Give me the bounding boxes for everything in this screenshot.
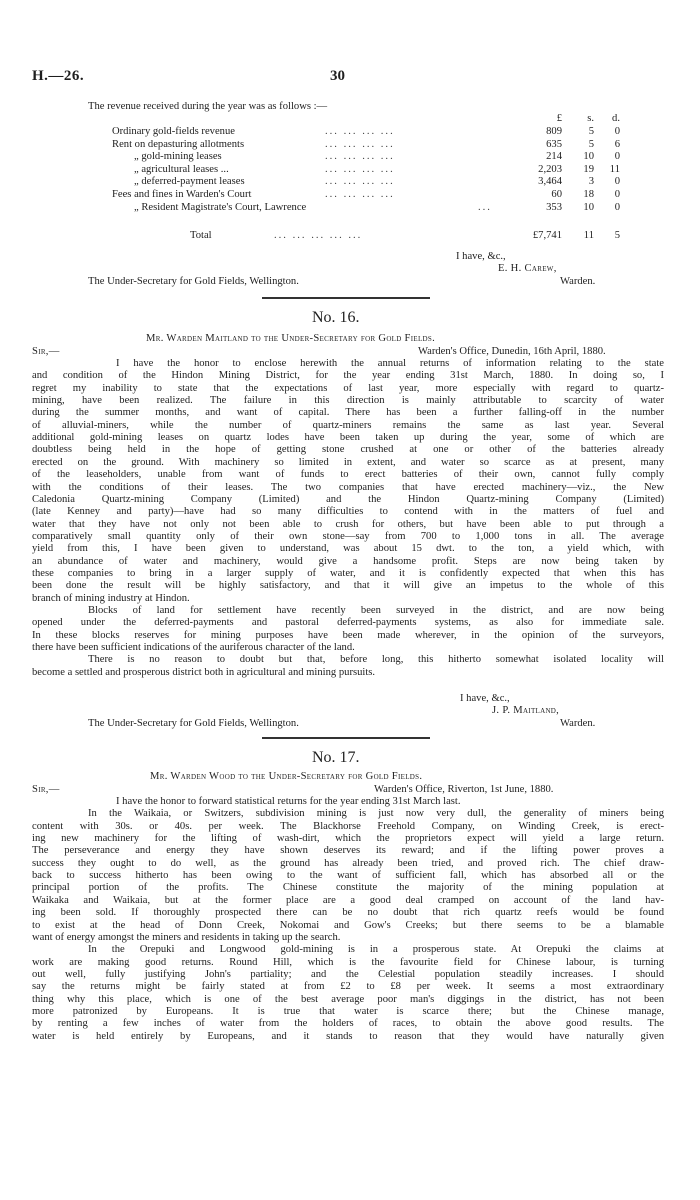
body-line: comparatively small quantity only of their own stone—say from 700 to 1,000 tons in all. The average [32, 530, 664, 542]
body-line: erected on the ground. With machinery so limited in extent, and water so scarce as at present, many [32, 456, 664, 468]
letter15-ihave: I have, &c., [456, 251, 506, 262]
total-pounds: £7,741 [532, 230, 562, 241]
revenue-shillings: 10 [583, 151, 594, 163]
body-line: In these blocks reserves for mining purposes have been made wherever, in the opinion of the surveyors, [32, 629, 664, 641]
revenue-row-dots: ... ... ... ... [325, 189, 395, 200]
revenue-pence: 6 [614, 138, 620, 150]
letter16-addressee: The Under-Secretary for Gold Fields, Wellington. [88, 718, 299, 729]
body-line: opened under the deferred-payments and pastoral deferred-payments systems, as also for immediate sale. [32, 617, 664, 629]
section-divider-2 [262, 737, 430, 739]
total-dots: ... ... ... ... ... [274, 230, 363, 241]
body-line: of alluvial-miners, while the number of quartz-miners remains the same as last year. Several [32, 419, 664, 431]
revenue-shillings: 5 [588, 138, 594, 150]
revenue-row-dots: ... ... ... ... [325, 151, 395, 163]
letter16-place-date: Warden's Office, Dunedin, 16th April, 1880. [418, 346, 606, 357]
body-line: Waikaka and Waikaia, but at the former place are a good deal cramped on account of the land hav- [32, 894, 664, 906]
revenue-row [0, 202, 700, 214]
revenue-row-dots: ... ... ... ... [325, 126, 395, 137]
body-line: I have the honor to enclose herewith the annual returns of information relating to the state [116, 358, 664, 369]
revenue-row-label: „ agricultural leases ... [134, 163, 229, 175]
body-line: and condition of the Hindon Mining District, for the year ending 31st March, 1880. In doing so, I [32, 370, 664, 382]
shillings-header: s. [587, 113, 594, 124]
revenue-shillings: 19 [583, 163, 594, 175]
letter17-heading: Mr. Warden Wood to the Under-Secretary for Gold Fields. [150, 771, 423, 782]
body-line: with the conditions of their leases. The two companies that have erected machinery—viz., the New [32, 481, 664, 493]
letter17-place-date: Warden's Office, Riverton, 1st June, 1880. [374, 784, 554, 795]
letter16-salutation: Sir,— [32, 346, 60, 357]
body-line: water that they have not only not been able to crush for others, but have been able to put through a [32, 518, 664, 530]
revenue-row [0, 151, 700, 163]
revenue-column-headers [0, 113, 700, 125]
page-number: 30 [330, 68, 345, 84]
letter15-role: Warden. [560, 276, 596, 287]
body-line: to exist at the head of Donn Creek, Nokomai and Gow's Creeks; but there seems to be a blamable [32, 919, 664, 931]
pence-header: d. [612, 113, 620, 124]
revenue-pence: 0 [614, 151, 620, 163]
revenue-row-dots: ... [478, 201, 492, 213]
body-line: The perseverance and energy they have shown deserves its reward; and if the lifting power proves a [32, 845, 664, 857]
revenue-pounds: 60 [551, 189, 562, 200]
body-line: thing why this place, which is one of the best average poor man's diggings in the district, has not been [32, 993, 664, 1005]
letter16-heading: Mr. Warden Maitland to the Under-Secretary for Gold Fields. [146, 333, 436, 344]
letter16-signer: J. P. Maitland, [492, 705, 560, 716]
revenue-pounds: 353 [546, 201, 562, 213]
pounds-header: £ [556, 113, 562, 124]
body-line: Blocks of land for settlement have recently been surveyed in the district, and are now being [88, 605, 664, 616]
letter15-signer: E. H. Carew, [498, 263, 557, 274]
body-line: (late Kenney and party)—have had so many difficulties to contend with in the matters of fuel and [32, 506, 664, 518]
body-line: work are making good returns. Round Hill, which is the favourite field for Chinese labour, is turning [32, 956, 664, 968]
revenue-shillings: 18 [583, 189, 594, 200]
revenue-pence: 11 [609, 163, 620, 175]
body-line: say the returns might be fairly stated at from £2 to £8 per week. It seems a most extraordinary [32, 981, 664, 993]
total-label: Total [190, 230, 212, 241]
body-line: there have been sufficient indications of the auriferous character of the land. [32, 642, 355, 654]
revenue-total-row [0, 230, 700, 242]
revenue-intro: The revenue received during the year was as follows :— [88, 101, 328, 112]
revenue-pounds: 3,464 [538, 176, 562, 188]
body-line: become a settled and prosperous district both in agricultural and mining pursuits. [32, 666, 376, 678]
letter17-salutation: Sir,— [32, 784, 60, 795]
body-line: In the Orepuki and Longwood gold-mining is in a prosperous state. At Orepuki the claims at [88, 944, 664, 956]
revenue-pounds: 809 [546, 126, 562, 137]
revenue-pounds: 214 [546, 151, 562, 163]
letter16-role: Warden. [560, 718, 596, 729]
body-line: been done the result will be highly satisfactory, and that it will give an impetus to the whole of this [32, 580, 664, 592]
revenue-row-label: Ordinary gold-fields revenue [112, 126, 235, 137]
total-shillings: 11 [583, 230, 594, 241]
revenue-pounds: 635 [546, 138, 562, 150]
total-pence: 5 [614, 230, 620, 241]
revenue-row-dots: ... ... ... ... [325, 138, 395, 150]
body-line: of the leaseholders, unable from want of funds to erect batteries of their own, cannot fully comply [32, 469, 664, 481]
body-line: want of energy amongst the miners and residents in taking up the search. [32, 931, 341, 943]
body-line: back to success hitherto has been owing to the want of sufficient fall, which has absorbed all or the [32, 870, 664, 882]
revenue-row [0, 189, 700, 201]
body-line: out well, fully justifying John's partiality; and the Celestial population steadily increases. I should [32, 968, 664, 980]
body-line: doubtless being held in the hope of getting stone crushed at one or other of the batteries already [32, 444, 664, 456]
body-line: ing been sold. If thoroughly prospected there can be no doubt that rich quartz reefs would be found [32, 907, 664, 919]
letter16-number: No. 16. [312, 309, 360, 326]
body-line: In the Waikaia, or Switzers, subdivision mining is just now very dull, the generality of miners being [88, 808, 664, 820]
body-line: additional gold-mining leases on quartz lodes have been taken up during the year, some of which are [32, 432, 664, 444]
revenue-pence: 0 [614, 201, 620, 213]
revenue-row [0, 126, 700, 138]
body-line: by renting a few inches of water from the holders of races, to obtain the above good results. The [32, 1018, 664, 1030]
body-line: yield from this, I have been given to understand, was about 15 dwt. to the ton, a yield which, with [32, 543, 664, 555]
revenue-row-dots: ... ... ... ... [325, 176, 395, 188]
body-line: There is no reason to doubt but that, before long, this hitherto somewhat isolated locality will [88, 654, 664, 666]
revenue-row [0, 176, 700, 188]
body-line: mining, have been realized. The failure in this direction is mainly attributable to scarcity of water [32, 395, 664, 407]
revenue-row-label: Rent on depasturing allotments [112, 138, 245, 150]
revenue-shillings: 5 [588, 126, 594, 137]
body-line: during the summer months, and want of capital. There has been a further falling-off in the number [32, 407, 664, 419]
document-reference: H.—26. [32, 68, 85, 84]
revenue-pounds: 2,203 [538, 163, 562, 175]
revenue-pence: 0 [614, 176, 620, 188]
revenue-row-label: „ deferred-payment leases [134, 176, 245, 188]
body-line: these companies to bring in a larger supply of water, and it is confidently expected that when this has [32, 567, 664, 579]
revenue-row-label: „ gold-mining leases [134, 151, 222, 163]
revenue-row [0, 164, 700, 176]
letter17-number: No. 17. [312, 749, 360, 766]
revenue-row-label: Fees and fines in Warden's Court [112, 189, 252, 200]
revenue-row-label: „ Resident Magistrate's Court, Lawrence [134, 201, 307, 213]
body-line: more patronized by Europeans. It is true that water is scarce there; but the Chinese manage, [32, 1005, 664, 1017]
revenue-row-dots: ... ... ... ... [325, 163, 395, 175]
revenue-shillings: 3 [588, 176, 594, 188]
letter15-addressee: The Under-Secretary for Gold Fields, Wellington. [88, 276, 299, 287]
body-line: content with 30s. or 40s. per week. The Blackhorse Freehold Company, on Winding Creek, is erect- [32, 820, 664, 832]
revenue-pence: 0 [614, 189, 620, 200]
section-divider [262, 297, 430, 299]
body-line: success they ought to do well, as the ground has already been tried, and proved rich. The chief draw- [32, 857, 664, 869]
body-line: branch of mining industry at Hindon. [32, 592, 190, 604]
revenue-pence: 0 [614, 126, 620, 137]
body-line: ing new machinery for the lifting of wash-dirt, which the proprietors expect will yield a large return. [32, 833, 664, 845]
body-line: an abundance of water and machinery, would give a handsome profit. Steps are now being taken by [32, 555, 664, 567]
body-line: Caledonia Quartz-mining Company (Limited) and the Hindon Quartz-mining Company (Limited) [32, 493, 664, 505]
revenue-shillings: 10 [583, 201, 594, 213]
body-line: water is held entirely by Europeans, and it stands to reason that they would have naturally given [32, 1030, 664, 1042]
letter16-ihave: I have, &c., [460, 693, 510, 704]
body-line: principal portion of the profits. The Chinese constitute the majority of the mining population at [32, 882, 664, 894]
body-line: regret my inability to state that the expectations of last year, more especially with regard to quartz- [32, 382, 664, 394]
revenue-row [0, 139, 700, 151]
body-line: I have the honor to forward statistical returns for the year ending 31st March last. [116, 796, 461, 807]
